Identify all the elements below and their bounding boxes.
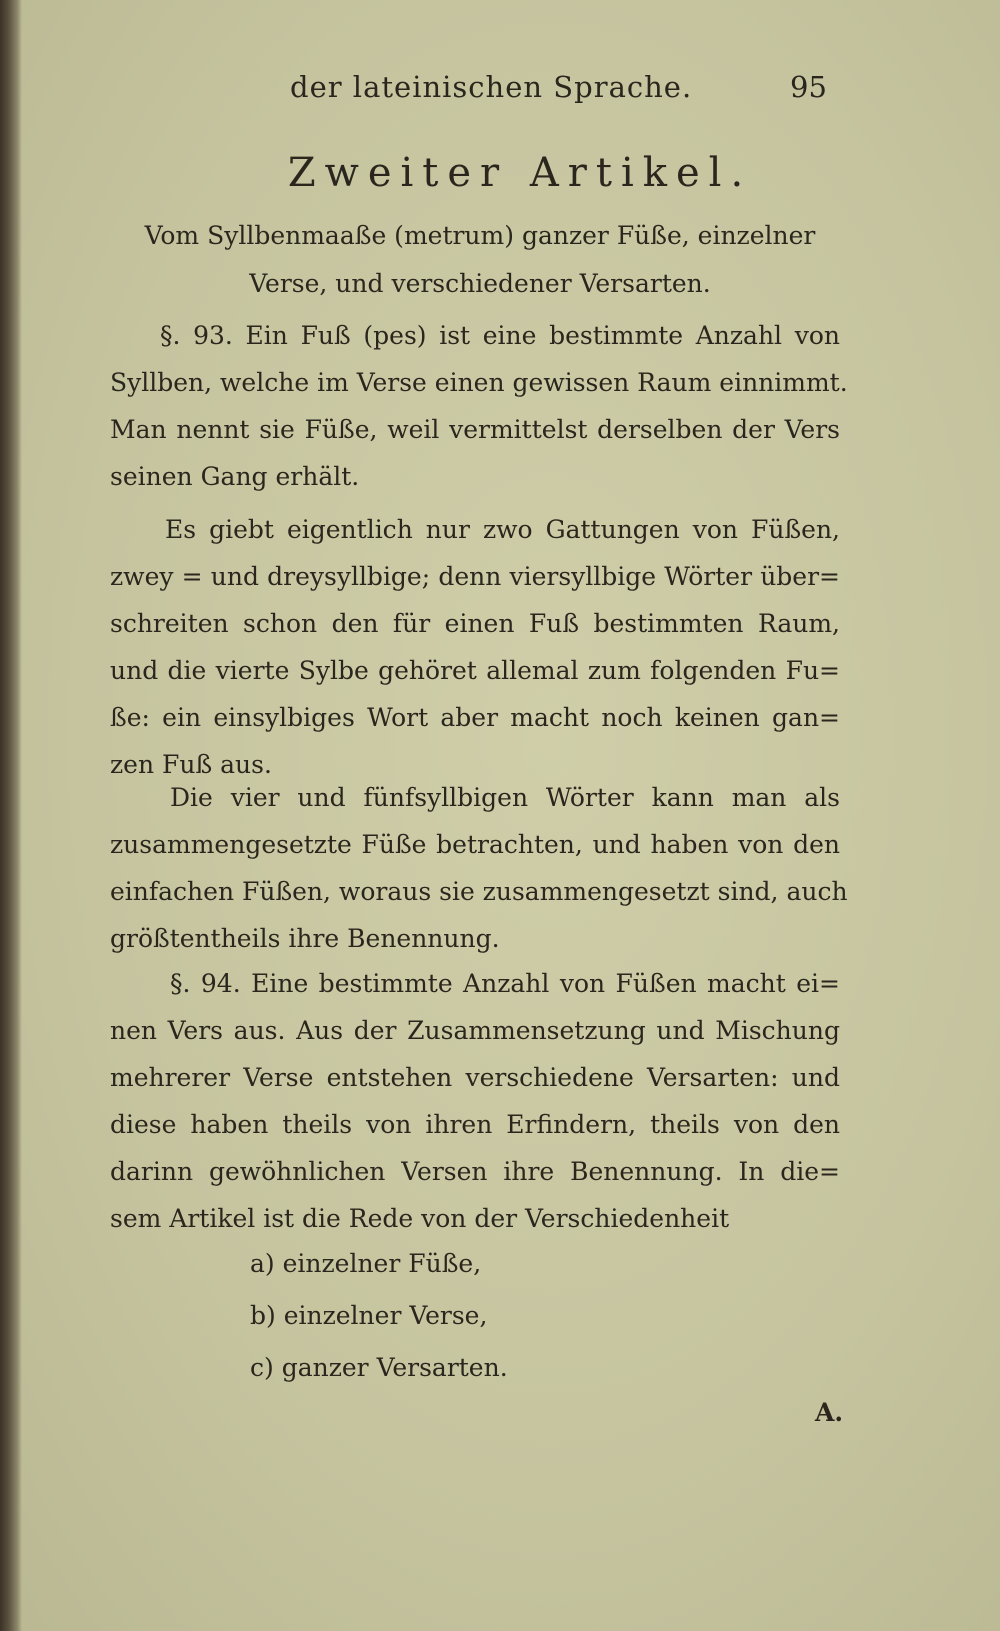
- text-line: und die vierte Sylbe gehöret allemal zum folgenden Fu=: [110, 656, 840, 685]
- paragraph-feet-types: [110, 506, 840, 788]
- text-line: nen Vers aus. Aus der Zusammensetzung und Mischung: [110, 1016, 840, 1045]
- text-line: schreiten schon den für einen Fuß bestimmten Raum,: [110, 609, 840, 638]
- text-line: zen Fuß aus.: [110, 750, 272, 779]
- page-number: 95: [790, 70, 827, 104]
- article-title: Zweiter Artikel.: [287, 150, 753, 196]
- catchword: A.: [815, 1398, 844, 1427]
- text-line: §. 93. Ein Fuß (pes) ist eine bestimmte Anzahl von: [160, 321, 840, 350]
- text-line: Man nennt sie Füße, weil vermittelst derselben der Vers: [110, 415, 840, 444]
- text-line: §. 94. Eine bestimmte Anzahl von Füßen macht ei=: [170, 969, 840, 998]
- text-line: zusammengesetzte Füße betrachten, und haben von den: [110, 830, 840, 859]
- text-line: sem Artikel ist die Rede von der Verschiedenheit: [110, 1204, 730, 1233]
- subtitle-line: Verse, und verschiedener Versarten.: [249, 269, 711, 298]
- text-line: Syllben, welche im Verse einen gewissen Raum einnimmt.: [110, 368, 848, 397]
- text-line: zwey = und dreysyllbige; denn viersyllbige Wörter über=: [110, 562, 840, 591]
- text-line: mehrerer Verse entstehen verschiedene Versarten: und: [110, 1063, 840, 1092]
- enumerated-list: [250, 1238, 508, 1394]
- text-line: seinen Gang erhält.: [110, 462, 360, 491]
- text-line: größtentheils ihre Benennung.: [110, 924, 500, 953]
- list-item: c) ganzer Versarten.: [250, 1353, 508, 1382]
- paragraph-94: [110, 960, 840, 1242]
- list-item: a) einzelner Füße,: [250, 1249, 482, 1278]
- paragraph-93: [110, 312, 848, 500]
- book-spine-shadow: [0, 0, 22, 1631]
- article-subtitle: [110, 212, 850, 308]
- running-head: der lateinischen Sprache.: [290, 70, 693, 104]
- text-line: darinn gewöhnlichen Versen ihre Benennung. In die=: [110, 1157, 840, 1186]
- text-line: Es giebt eigentlich nur zwo Gattungen von Füßen,: [165, 515, 840, 544]
- text-line: diese haben theils von ihren Erfindern, theils von den: [110, 1110, 840, 1139]
- text-line: ße: ein einsylbiges Wort aber macht noch keinen gan=: [110, 703, 840, 732]
- paragraph-compound-feet: [110, 774, 848, 962]
- text-line: einfachen Füßen, woraus sie zusammengesetzt sind, auch: [110, 877, 848, 906]
- text-line: Die vier und fünfsyllbigen Wörter kann man als: [170, 783, 840, 812]
- list-item: b) einzelner Verse,: [250, 1301, 488, 1330]
- subtitle-line: Vom Syllbenmaaße (metrum) ganzer Füße, einzelner: [144, 221, 816, 250]
